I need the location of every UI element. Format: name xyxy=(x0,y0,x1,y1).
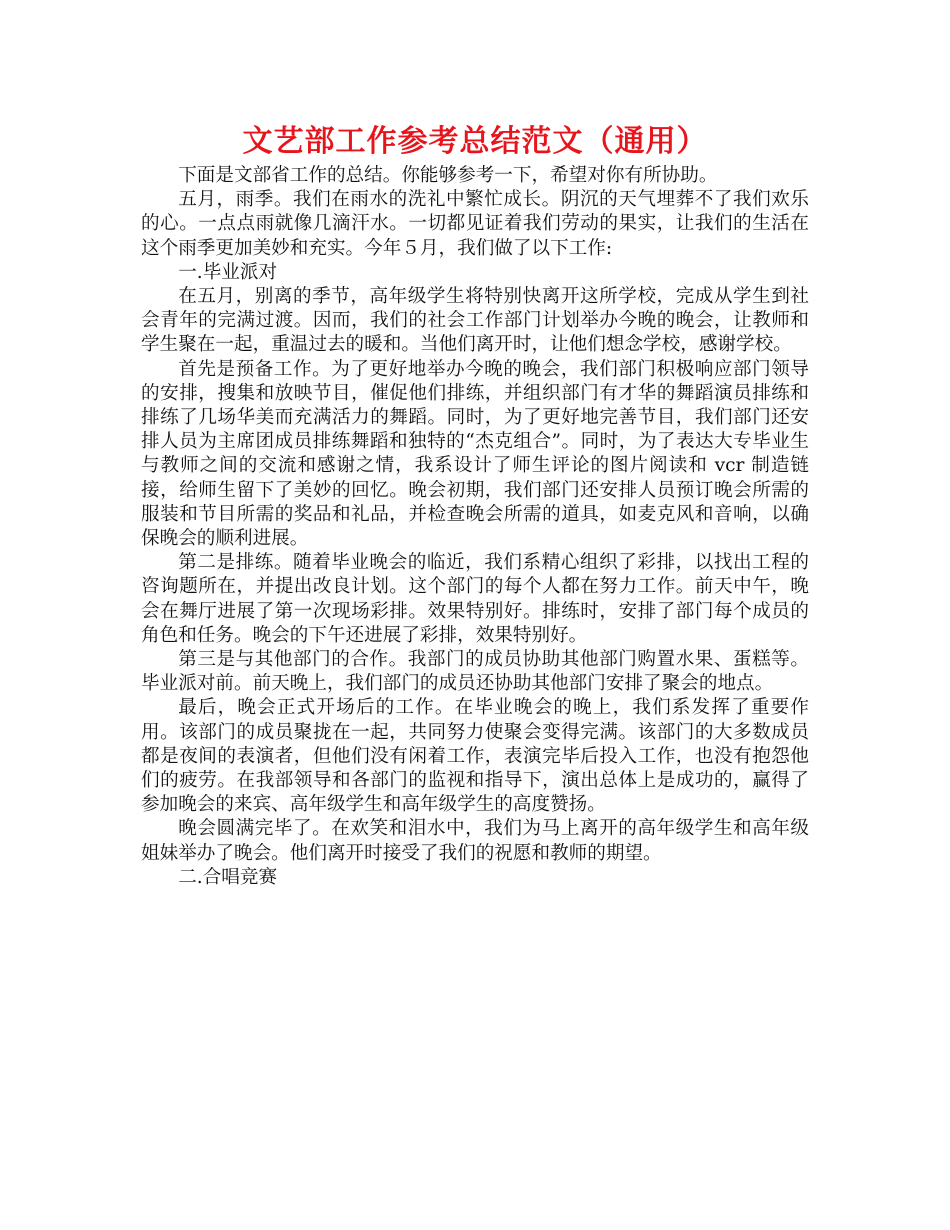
party-conclusion-paragraph: 晚会圆满完毕了。在欢笑和泪水中，我们为马上离开的高年级学生和高年级姐妹举办了晚会。他们离开时接受了我们的祝愿和教师的期望。 xyxy=(141,818,809,864)
cooperation-paragraph: 第三是与其他部门的合作。我部门的成员协助其他部门购置水果、蛋糕等。毕业派对前。前天晚上，我们部门的成员还协助其他部门安排了聚会的地点。 xyxy=(141,649,809,695)
section-heading-choir-contest: 二.合唱竞赛 xyxy=(178,866,278,888)
may-overview-paragraph: 五月，雨季。我们在雨水的洗礼中繁忙成长。阴沉的天气埋葬不了我们欢乐的心。一点点雨就像几滴汗水。一切都见证着我们劳动的果实，让我们的生活在这个雨季更加美妙和充实。今年５月，我们做了以下工作: xyxy=(141,189,809,259)
event-work-paragraph: 最后，晚会正式开场后的工作。在毕业晚会的晚上，我们系发挥了重要作用。该部门的成员聚拢在一起，共同努力使聚会变得完满。该部门的大多数成员都是夜间的表演者，但他们没有闲着工作，表演完毕后投入工作，也没有抱怨他们的疲劳。在我部领导和各部门的监视和指导下，演出总体上是成功的，赢得了参加晚会的来宾、高年级学生和高年级学生的高度赞扬。 xyxy=(141,697,809,816)
section-heading-graduation-party: 一.毕业派对 xyxy=(178,261,278,283)
intro-paragraph: 下面是文部省工作的总结。你能够参考一下，希望对你有所协助。 xyxy=(178,165,718,186)
preparation-paragraph: 首先是预备工作。为了更好地举办今晚的晚会，我们部门积极响应部门领导的安排，搜集和放映节目，催促他们排练，并组织部门有才华的舞蹈演员排练和排练了几场华美而充满活力的舞蹈。同时，为了更好地完善节目，我们部门还安排人员为主席团成员排练舞蹈和独特的“杰克组合”。同时，为了表达大专毕业生与教师之间的交流和感谢之情，我系设计了师生评论的图片阅读和 vcr 制造链接，给师生留下了美妙的回忆。晚会初期，我们部门还安排人员预订晚会所需的服装和节目所需的奖品和礼品，并检查晚会所需的道具，如麦克风和音响，以确保晚会的顺利进展。 xyxy=(141,358,809,550)
document-title: 文艺部工作参考总结范文（通用） xyxy=(242,124,708,159)
document-body xyxy=(141,164,809,890)
rehearsal-paragraph: 第二是排练。随着毕业晚会的临近，我们系精心组织了彩排，以找出工程的咨询题所在，并提出改良计划。这个部门的每个人都在努力工作。前天中午，晚会在舞厅进展了第一次现场彩排。效果特别好。排练时，安排了部门每个成员的角色和任务。晚会的下午还进展了彩排，效果特别好。 xyxy=(141,552,809,646)
graduation-party-intro-paragraph: 在五月，别离的季节，高年级学生将特别快离开这所学校，完成从学生到社会青年的完满过渡。因而，我们的社会工作部门计划举办今晚的晚会，让教师和学生聚在一起，重温过去的暖和。当他们离开时，让他们想念学校，感谢学校。 xyxy=(141,286,809,356)
